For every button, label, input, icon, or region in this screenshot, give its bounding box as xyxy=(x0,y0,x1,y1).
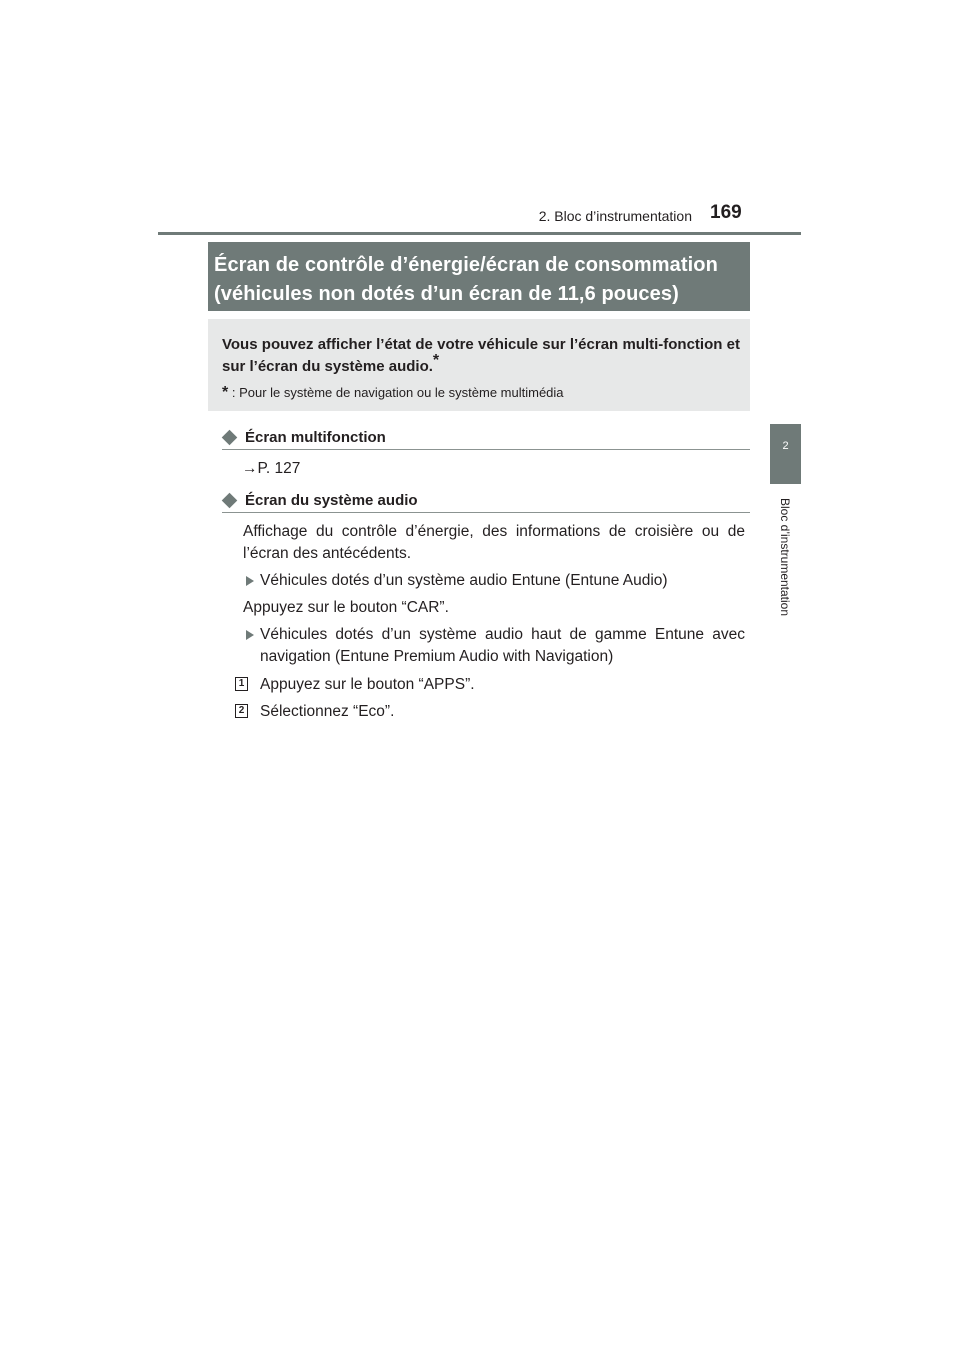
footnote xyxy=(222,384,740,402)
chapter-tab: 2 xyxy=(770,424,801,484)
audio-description: Affichage du contrôle d’énergie, des informations de croisière ou de l’écran des antécédents. xyxy=(243,523,745,562)
page-reference-label: P. 127 xyxy=(257,460,301,477)
section-heading-label: Écran du système audio xyxy=(245,491,418,509)
intro-text-body: Vous pouvez afficher l’état de votre véhicule sur l’écran multi-fonction et sur l’écran du système audio. xyxy=(222,336,740,375)
asterisk-icon: * xyxy=(432,352,440,369)
section-heading-label: Écran multifonction xyxy=(245,428,386,446)
footnote-asterisk-icon: * xyxy=(222,384,229,401)
intro-text xyxy=(222,334,740,378)
arrow-right-icon: → xyxy=(242,460,258,477)
triangle-bullet-icon xyxy=(246,576,254,586)
case-2-title: Véhicules dotés d’un système audio haut de gamme Entune avec navigation (Entune Premium Audio with Navigation) xyxy=(260,626,745,665)
page-title-line-1: Écran de contrôle d’énergie/écran de consommation xyxy=(214,254,718,276)
diamond-bullet-icon xyxy=(222,429,238,445)
page-number: 169 xyxy=(710,202,742,223)
case-1-title: Véhicules dotés d’un système audio Entune (Entune Audio) xyxy=(260,572,668,589)
page-title xyxy=(208,242,750,311)
triangle-bullet-icon xyxy=(246,630,254,640)
step-2-text: Sélectionnez “Eco”. xyxy=(260,703,395,720)
section-heading-multifunction xyxy=(222,425,750,450)
footnote-text: : Pour le système de navigation ou le système multimédia xyxy=(231,385,564,400)
running-header-section: 2. Bloc d’instrumentation xyxy=(538,208,692,224)
step-number-badge: 2 xyxy=(235,704,248,718)
step-number-badge: 1 xyxy=(235,677,248,691)
intro-box xyxy=(208,319,750,411)
header-divider xyxy=(158,232,801,235)
page-reference[interactable] xyxy=(242,458,300,480)
section-heading-audio xyxy=(222,488,750,513)
diamond-bullet-icon xyxy=(222,492,238,508)
chapter-tab-label: Bloc d’instrumentation xyxy=(778,497,792,617)
case-1-instruction: Appuyez sur le bouton “CAR”. xyxy=(243,599,449,616)
page-title-line-2: (véhicules non dotés d’un écran de 11,6 pouces) xyxy=(214,283,679,305)
step-1-text: Appuyez sur le bouton “APPS”. xyxy=(260,676,475,693)
